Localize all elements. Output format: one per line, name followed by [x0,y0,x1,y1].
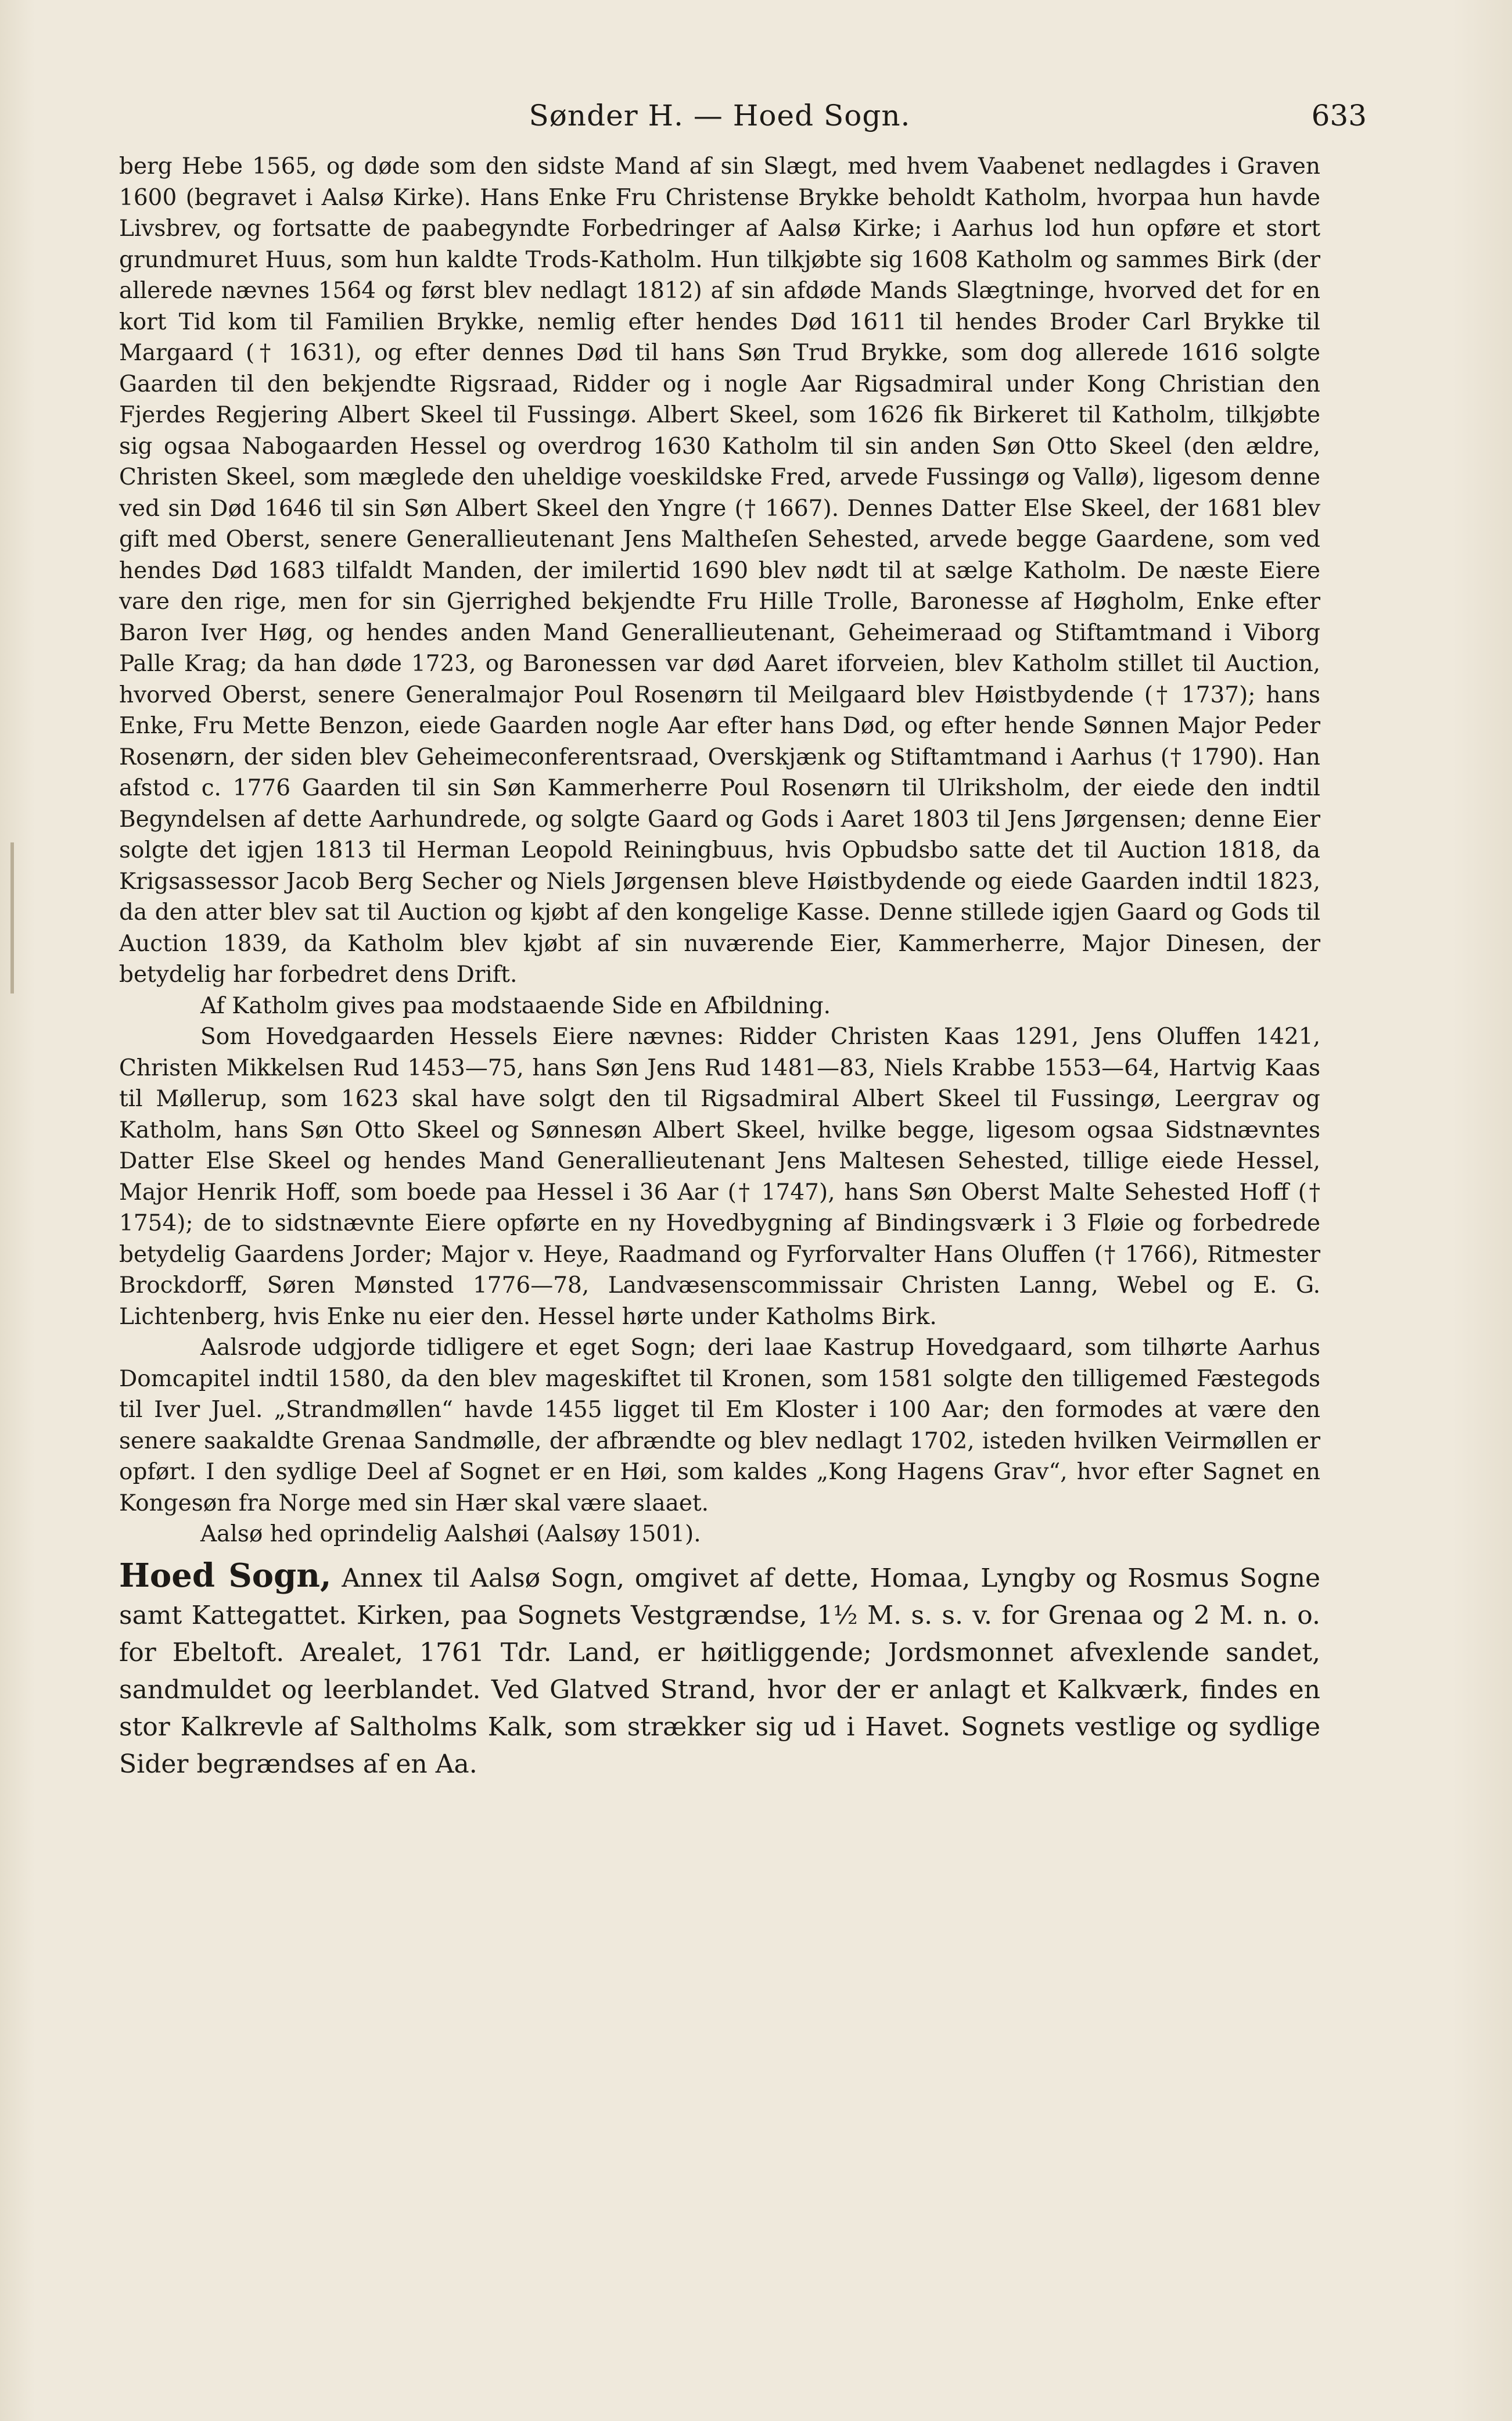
section-text: Annex til Aalsø Sogn, omgivet af dette, Homaa, Lyngby og Rosmus Sogne samt Kattegattet. Kirken, paa Sognets Vestgrændse, 1½ M. s. s. v. for Grenaa og 2 M. n. o. for Ebeltoft. Arealet, 1761 Tdr. Land, er høitliggende; Jordsmonnet afvexlende sandet, sandmuldet og leerblandet. Ved Glatved Strand, hvor der er anlagt et Kalkværk, findes en stor Kalkrevle af Saltholms Kalk, som strækker sig ud i Havet. Sognets vestlige og sydlige Sider begrændses af en Aa. [119,1563,1320,1779]
running-title: Sønder H. — Hoed Sogn. [529,99,911,132]
page-edge-shadow [10,842,14,993]
paragraph-illustration-note: Af Katholm gives paa modstaaende Side en Afbildning. [200,992,831,1019]
body-text [119,151,1320,1550]
paragraph-katholm-history: berg Hebe 1565, og døde som den sidste Mand af sin Slægt, med hvem Vaabenet nedlagdes i Graven 1600 (begravet i Aalsø Kirke). Hans Enke Fru Christense Brykke beholdt Katholm, hvorpaa hun havde Livsbrev, og fortsatte de paabegyndte Forbedringer af Aalsø Kirke; i Aarhus lod hun opføre et stort grundmuret Huus, som hun kaldte Trods-Katholm. Hun tilkjøbte sig 1608 Katholm og sammes Birk (der allerede nævnes 1564 og først blev nedlagt 1812) af sin afdøde Mands Slægtninge, hvorved det for en kort Tid kom til Familien Brykke, nemlig efter hendes Død 1611 til hendes Broder Carl Brykke til Margaard († 1631), og efter dennes Død til hans Søn Trud Brykke, som dog allerede 1616 solgte Gaarden til den bekjendte Rigsraad, Ridder og i nogle Aar Rigsadmiral under Kong Christian den Fjerdes Regjering Albert Skeel til Fussingø. Albert Skeel, som 1626 fik Birkeret til Katholm, tilkjøbte sig ogsaa Nabogaarden Hessel og overdrog 1630 Katholm til sin anden Søn Otto Skeel (den ældre, Christen Skeel, som mæglede den uheldige voeskildske Fred, arvede Fussingø og Vallø), ligesom denne ved sin Død 1646 til sin Søn Albert Skeel den Yngre († 1667). Dennes Datter Else Skeel, der 1681 blev gift med Oberst, senere Generallieutenant Jens Maltheſen Sehested, arvede begge Gaardene, som ved hendes Død 1683 tilfaldt Manden, der imilertid 1690 blev nødt til at sælge Katholm. De næste Eiere vare den rige, men for sin Gjerrighed bekjendte Fru Hille Trolle, Baronesse af Høgholm, Enke efter Baron Iver Høg, og hendes anden Mand Generallieutenant, Geheimeraad og Stiftamtmand i Viborg Palle Krag; da han døde 1723, og Baronessen var død Aaret iforveien, blev Katholm stillet til Auction, hvorved Oberst, senere Generalmajor Poul Rosenørn til Meilgaard blev Høistbydende († 1737); hans Enke, Fru Mette Benzon, eiede Gaarden nogle Aar efter hans Død, og efter hende Sønnen Major Peder Rosenørn, der siden blev Geheimeconferentsraad, Overskjænk og Stiftamtmand i Aarhus († 1790). Han afstod c. 1776 Gaarden til sin Søn Kammerherre Poul Rosenørn til Ulriksholm, der eiede den indtil Begyndelsen af dette Aarhundrede, og solgte Gaard og Gods i Aaret 1803 til Jens Jørgensen; denne Eier solgte det igjen 1813 til Herman Leopold Reiningbuus, hvis Opbudsbo satte det til Auction 1818, da Krigsassessor Jacob Berg Secher og Niels Jørgensen bleve Høistbydende og eiede Gaarden indtil 1823, da den atter blev sat til Auction og kjøbt af den kongelige Kasse. Denne stillede igjen Gaard og Gods til Auction 1839, da Katholm blev kjøbt af sin nuværende Eier, Kammerherre, Major Dinesen, der betydelig har forbedret dens Drift. [119,153,1320,988]
running-header [119,87,1367,151]
paragraph-hessel-owners: Som Hovedgaarden Hessels Eiere nævnes: Ridder Christen Kaas 1291, Jens Oluffen 1421, Christen Mikkelsen Rud 1453—75, hans Søn Jens Rud 1481—83, Niels Krabbe 1553—64, Hartvig Kaas til Møllerup, som 1623 skal have solgt den til Rigsadmiral Albert Skeel til Fussingø, Leergrav og Katholm, hans Søn Otto Skeel og Sønnesøn Albert Skeel, hvilke begge, ligesom ogsaa Sidstnævntes Datter Else Skeel og hendes Mand Generallieutenant Jens Maltesen Sehested, tillige eiede Hessel, Major Henrik Hoff, som boede paa Hessel i 36 Aar († 1747), hans Søn Oberst Malte Sehested Hoff († 1754); de to sidstnævnte Eiere opførte en ny Hovedbygning af Bindingsværk i 3 Fløie og forbedrede betydelig Gaardens Jorder; Major v. Heye, Raadmand og Fyrforvalter Hans Oluffen († 1766), Ritmester Brockdorff, Søren Mønsted 1776—78, Landvæsenscommissair Christen Lanng, Webel og E. G. Lichtenberg, hvis Enke nu eier den. Hessel hørte under Katholms Birk. [119,1024,1320,1330]
section-headword: Hoed Sogn, [119,1556,332,1595]
page-number: 633 [1311,99,1367,132]
section-hoed-sogn [119,1557,1320,1783]
paragraph-aalsrode: Aalsrode udgjorde tidligere et eget Sogn; deri laae Kastrup Hovedgaard, som tilhørte Aarhus Domcapitel indtil 1580, da den blev mageskiftet til Kronen, som 1581 solgte den tilligemed Fæstegods til Iver Juel. „Strandmøllen“ havde 1455 ligget til Em Kloster i 100 Aar; den formodes at være den senere saakaldte Grenaa Sandmølle, der afbrændte og blev nedlagt 1702, isteden hvilken Veirmøllen er opført. I den sydlige Deel af Sognet er en Høi, som kaldes „Kong Hagens Grav“, hvor efter Sagnet en Kongesøn fra Norge med sin Hær skal være slaaet. [119,1335,1320,1516]
paragraph-aalsoe-name: Aalsø hed oprindelig Aalshøi (Aalsøy 1501). [200,1521,701,1547]
